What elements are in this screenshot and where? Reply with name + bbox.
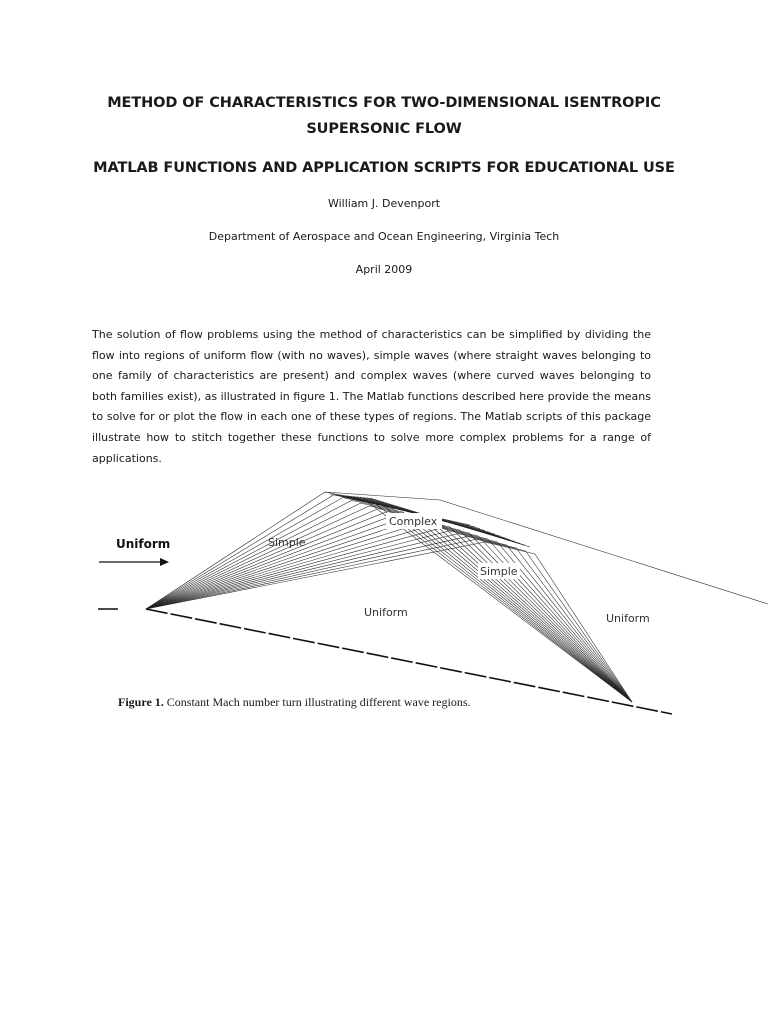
figure-caption (118, 695, 471, 710)
fan-left-wave (146, 506, 369, 609)
outer-boundary-wave (440, 500, 768, 604)
complex-region-wave (485, 542, 535, 554)
fan-right-wave (412, 515, 632, 702)
label-uniform-inflow: Uniform (116, 537, 171, 551)
author-affiliation: Department of Aerospace and Ocean Engineering, Virginia Tech (208, 230, 560, 243)
fan-left-wave (146, 509, 378, 609)
paper-title-line2: SUPERSONIC FLOW (306, 121, 462, 137)
fan-left-wave (146, 503, 361, 609)
label-uniform-right: Uniform (606, 612, 650, 625)
fan-right-wave (441, 524, 632, 702)
complex-region-wave (458, 534, 506, 545)
fan-left-wave (146, 536, 467, 609)
fan-left-wave (146, 517, 405, 609)
complex-region-wave (476, 539, 525, 551)
fan-left-wave (146, 511, 387, 609)
paper-title-line1: METHOD OF CHARACTERISTICS FOR TWO-DIMENSIONAL ISENTROPIC (107, 95, 661, 111)
figure-caption-text: Constant Mach number turn illustrating different wave regions. (163, 695, 471, 709)
fan-right-wave (384, 506, 632, 702)
fan-right-wave (526, 551, 632, 702)
fan-right-wave (422, 518, 632, 702)
complex-region-wave (449, 531, 497, 542)
fan-right-wave (365, 500, 632, 702)
label-complex: Complex (389, 515, 438, 528)
publication-date: April 2009 (355, 263, 413, 276)
fan-right-wave (393, 509, 632, 702)
label-simple-left: Simple (268, 536, 306, 549)
label-uniform-middle: Uniform (364, 606, 408, 619)
label-simple-right: Simple (480, 565, 518, 578)
fan-right-wave (431, 521, 632, 702)
fan-right-wave (403, 512, 632, 702)
author-name: William J. Devenport (327, 197, 441, 210)
abstract-paragraph: The solution of flow problems using the method of characteristics can be simplified by dividing the flow into regions of uniform flow (with no waves), simple waves (where straight waves belonging to one family of characteristics are present) and complex waves (where curved waves belonging to both families exist), as illustrated in figure 1. The Matlab functions described here provide the means to solve for or plot the flow in each one of these types of regions. The Matlab scripts of this package illustrate how to stitch together these functions to solve more complex problems for a range of applications. (92, 328, 651, 465)
complex-region-wave (467, 536, 516, 548)
wave-region-figure (0, 480, 768, 720)
fan-right-wave (374, 503, 632, 702)
fan-left-wave (146, 514, 396, 609)
figure-caption-label: Figure 1. (118, 695, 164, 709)
paper-subtitle: MATLAB FUNCTIONS AND APPLICATION SCRIPTS FOR EDUCATIONAL USE (93, 160, 675, 176)
fan-left-wave (146, 539, 476, 609)
fan-left-wave (146, 495, 334, 609)
inflow-arrowhead (160, 558, 169, 566)
fan-right-wave (516, 548, 632, 702)
